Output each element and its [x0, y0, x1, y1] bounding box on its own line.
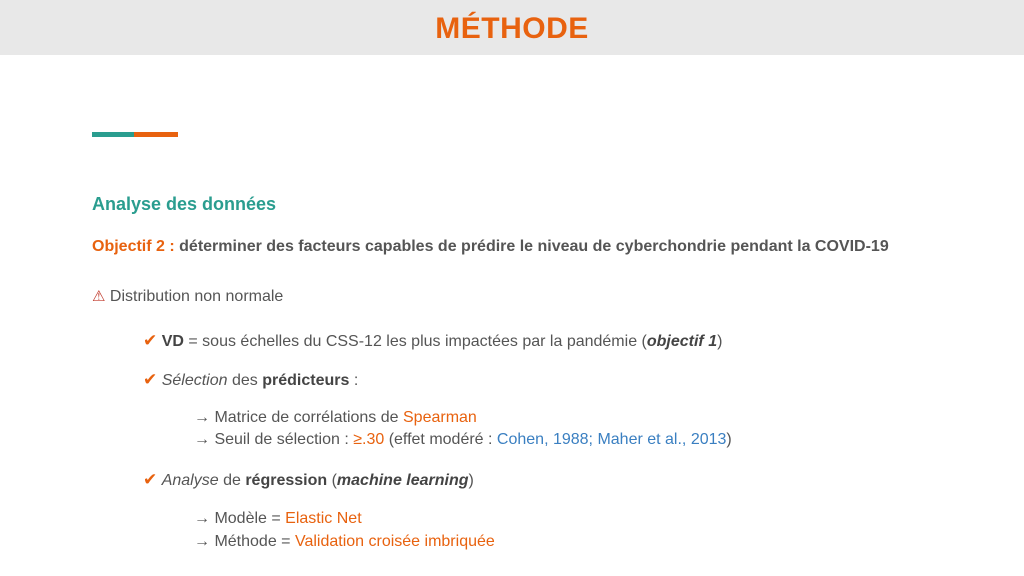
analysis-word2: de: [223, 472, 241, 489]
objective-text: déterminer des facteurs capables de prédire le niveau de cyberchondrie pendant la COVID-19: [179, 238, 889, 255]
accent-line-orange: [134, 132, 178, 137]
selection-colon: :: [353, 372, 359, 389]
check-icon: ✔: [143, 370, 158, 389]
analysis-ml: machine learning: [336, 472, 469, 489]
selection-sub1: [194, 409, 477, 427]
analysis-sub1: [194, 510, 362, 528]
selection-sub2-mid: (effet modéré :: [388, 431, 493, 448]
selection-sub2-text: Seuil de sélection :: [214, 431, 349, 448]
objective-label: Objectif 2 :: [92, 238, 175, 255]
vd-line: [143, 331, 722, 351]
vd-label: VD: [161, 333, 184, 350]
analysis-word3: régression: [245, 472, 328, 489]
selection-word1: Sélection: [161, 372, 228, 389]
check-icon: ✔: [143, 470, 158, 489]
objective-line: [92, 238, 889, 256]
arrow-icon: →: [194, 431, 210, 448]
arrow-icon: →: [194, 409, 210, 426]
selection-sub2-close: ): [726, 431, 732, 448]
warning-icon: ⚠: [92, 288, 106, 305]
selection-sub1-highlight: Spearman: [403, 409, 477, 426]
page-title: MÉTHODE: [435, 12, 589, 45]
analysis-sub2: [194, 533, 495, 551]
analysis-sub1-highlight: Elastic Net: [285, 510, 362, 527]
analysis-sub2-text: Méthode =: [214, 533, 291, 550]
analysis-sub2-highlight: Validation croisée imbriquée: [294, 533, 495, 550]
arrow-icon: →: [194, 533, 210, 550]
check-icon: ✔: [143, 331, 158, 350]
accent-line-teal: [92, 132, 134, 137]
vd-close: ): [717, 333, 723, 350]
section-title: Analyse des données: [92, 194, 277, 214]
selection-sub2-ref: Cohen, 1988; Maher et al., 2013: [496, 431, 727, 448]
warning-text: Distribution non normale: [109, 288, 284, 305]
analysis-line: [143, 470, 474, 490]
analysis-word1: Analyse: [161, 472, 219, 489]
analysis-open: (: [331, 472, 337, 489]
vd-ref: objectif 1: [646, 333, 718, 350]
analysis-close: ): [468, 472, 474, 489]
selection-sub2-highlight: ≥.30: [353, 431, 385, 448]
selection-word3: prédicteurs: [262, 372, 350, 389]
analysis-sub1-text: Modèle =: [214, 510, 281, 527]
selection-word2: des: [231, 372, 258, 389]
vd-text: = sous échelles du CSS-12 les plus impactées par la pandémie (: [188, 333, 647, 350]
arrow-icon: →: [194, 510, 210, 527]
selection-line: [143, 370, 358, 390]
warning-line: [92, 287, 283, 306]
selection-sub1-text: Matrice de corrélations de: [214, 409, 399, 426]
selection-sub2: [194, 431, 732, 449]
